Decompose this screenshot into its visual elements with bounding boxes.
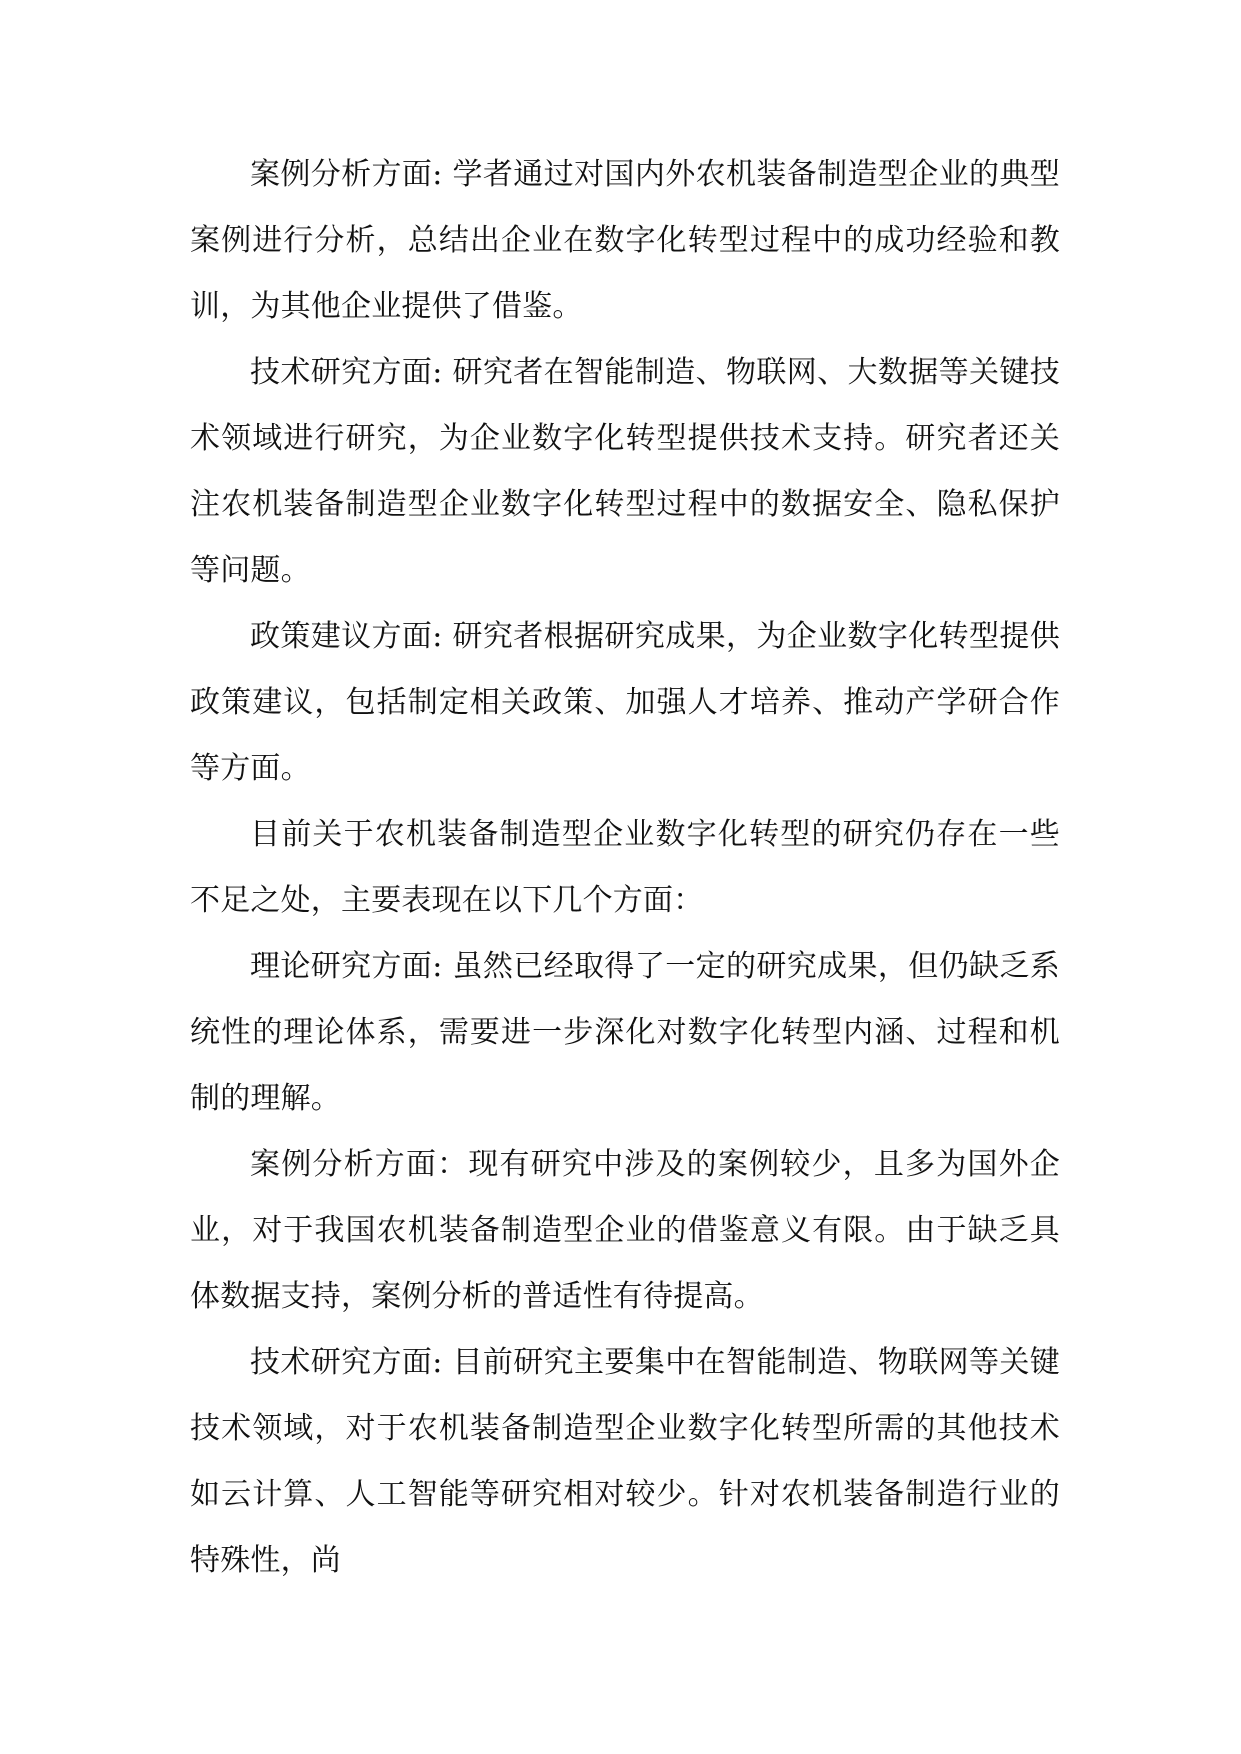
paragraph-theory-research: 理论研究方面: 虽然已经取得了一定的研究成果，但仍缺乏系统性的理论体系，需要进一步深化对数字化转型内涵、过程和机制的理解。 — [190, 949, 1060, 1116]
paragraph-tech-research-2: 技术研究方面: 目前研究主要集中在智能制造、物联网等关键技术领域，对于农机装备制造型企业数字化转型所需的其他技术如云计算、人工智能等研究相对较少。针对农机装备制造行业的特殊性，尚 — [190, 1345, 1060, 1578]
document-body — [190, 142, 1060, 1594]
paragraph-case-analysis-1: 案例分析方面: 学者通过对国内外农机装备制造型企业的典型案例进行分析，总结出企业在数字化转型过程中的成功经验和教训，为其他企业提供了借鉴。 — [190, 157, 1060, 324]
paragraph-tech-research-1: 技术研究方面: 研究者在智能制造、物联网、大数据等关键技术领域进行研究，为企业数字化转型提供技术支持。研究者还关注农机装备制造型企业数字化转型过程中的数据安全、隐私保护等问题。 — [190, 355, 1060, 588]
paragraph-policy-suggestion: 政策建议方面: 研究者根据研究成果，为企业数字化转型提供政策建议，包括制定相关政策、加强人才培养、推动产学研合作等方面。 — [190, 619, 1060, 786]
paragraph-case-analysis-2: 案例分析方面：现有研究中涉及的案例较少，且多为国外企业，对于我国农机装备制造型企业的借鉴意义有限。由于缺乏具体数据支持，案例分析的普适性有待提高。 — [190, 1147, 1060, 1314]
paragraph-shortcomings-intro: 目前关于农机装备制造型企业数字化转型的研究仍存在一些不足之处，主要表现在以下几个方面： — [190, 817, 1060, 918]
